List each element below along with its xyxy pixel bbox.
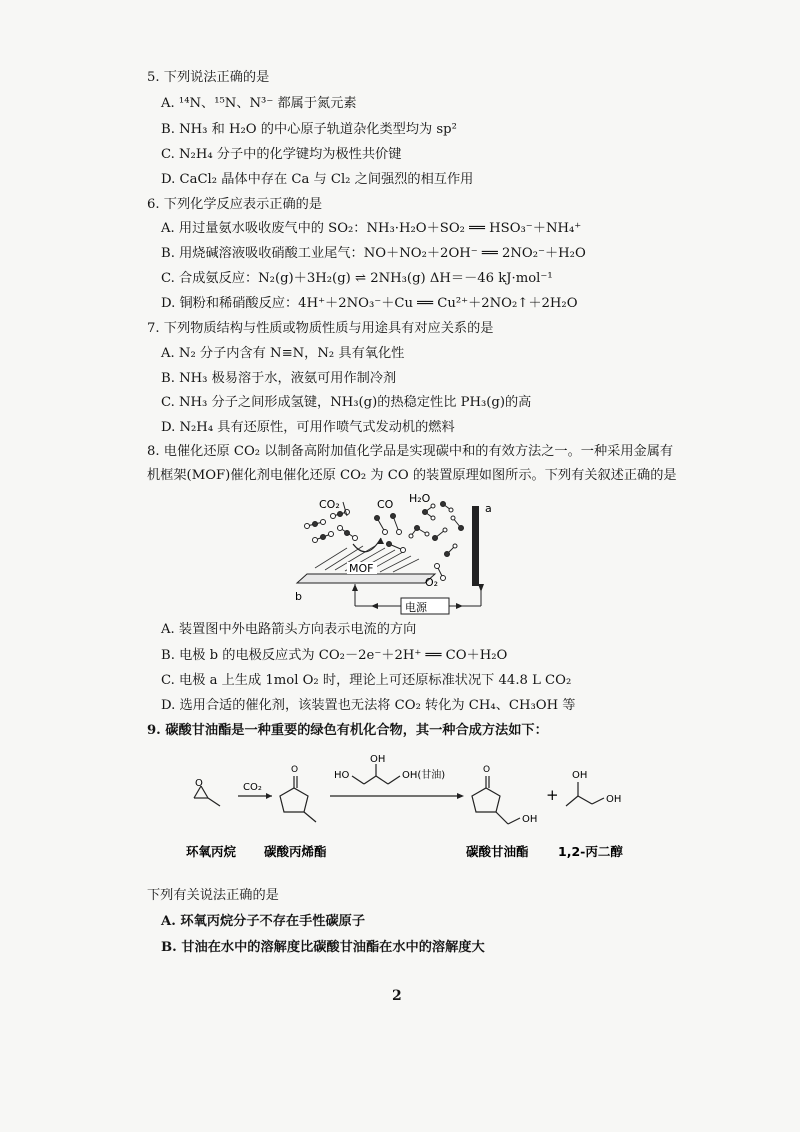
propanediol-structure [566, 782, 604, 806]
mof-label: MOF [349, 562, 374, 575]
current-arrow-icon [456, 603, 463, 609]
electrode-a-label: a [485, 502, 492, 515]
q5-option-b: B. NH₃ 和 H₂O 的中心原子轨道杂化类型均为 sp² [161, 122, 457, 137]
q6-option-d: D. 铜粉和稀硝酸反应：4H⁺＋2NO₃⁻＋Cu ══ Cu²⁺＋2NO₂↑＋2H₂O [161, 296, 578, 311]
electrolysis-device-figure [285, 488, 500, 616]
q5-option-a: A. ¹⁴N、¹⁵N、N³⁻ 都属于氮元素 [161, 96, 357, 111]
synthesis-scheme-figure [180, 748, 640, 866]
q7-option-d: D. N₂H₄ 具有还原性，可用作喷气式发动机的燃料 [161, 420, 455, 435]
carbonyl-o-label: O [291, 765, 299, 775]
product-oh: OH [522, 814, 538, 825]
h2o-molecules [409, 502, 464, 581]
epoxy-o-label: O [195, 778, 203, 789]
current-arrow-icon [478, 584, 484, 592]
name-propanediol: 1,2-丙二醇 [558, 844, 623, 859]
q7-option-c: C. NH₃ 分子之间形成氢键，NH₃(g)的热稳定性比 PH₃(g)的高 [161, 395, 532, 410]
glycerol-structure [352, 764, 400, 784]
q9-option-b: B. 甘油在水中的溶解度比碳酸甘油酯在水中的溶解度大 [161, 940, 485, 955]
q7-option-a: A. N₂ 分子内含有 N≡N，N₂ 具有氧化性 [161, 346, 405, 361]
current-arrow-icon [371, 603, 378, 609]
electrode-b-label: b [295, 590, 302, 603]
reagent-co2: CO₂ [243, 782, 262, 793]
q5-stem: 5. 下列说法正确的是 [147, 70, 270, 85]
q5-option-d: D. CaCl₂ 晶体中存在 Ca 与 Cl₂ 之间强烈的相互作用 [161, 172, 474, 187]
name-epoxypropane: 环氧丙烷 [186, 844, 237, 859]
q8-option-c: C. 电极 a 上生成 1mol O₂ 时，理论上可还原标准状况下 44.8 L CO₂ [161, 673, 572, 688]
diol-oh-right: OH [606, 794, 622, 805]
q7-stem: 7. 下列物质结构与性质或物质性质与用途具有对应关系的是 [147, 321, 494, 336]
q8-option-d: D. 选用合适的催化剂，该装置也无法将 CO₂ 转化为 CH₄、CH₃OH 等 [161, 698, 576, 713]
q9-intro: 下列有关说法正确的是 [147, 888, 279, 903]
q6-stem: 6. 下列化学反应表示正确的是 [147, 197, 323, 212]
q9-option-a: A. 环氧丙烷分子不存在手性碳原子 [161, 914, 366, 929]
plus-sign: + [546, 786, 559, 804]
q5-option-c: C. N₂H₄ 分子中的化学键均为极性共价键 [161, 147, 402, 162]
glycerol-ho: HO [334, 770, 350, 781]
co-label: CO [377, 498, 394, 511]
page-number: 2 [392, 988, 402, 1004]
q6-option-c: C. 合成氨反应：N₂(g)＋3H₂(g) ⇌ 2NH₃(g) ΔH＝－46 kJ·mol⁻¹ [161, 271, 553, 286]
q9-stem: 9. 碳酸甘油酯是一种重要的绿色有机化合物，其一种合成方法如下： [147, 723, 548, 738]
diol-oh-top: OH [572, 770, 588, 781]
q6-option-a: A. 用过量氨水吸收废气中的 SO₂：NH₃·H₂O＋SO₂ ══ HSO₃⁻＋NH₄⁺ [161, 221, 582, 236]
h2o-label: H₂O [409, 492, 431, 505]
o2-label: O₂ [425, 576, 439, 589]
co-molecules [375, 514, 406, 553]
co2-label: CO₂ [319, 498, 340, 511]
current-arrow-icon [352, 584, 358, 591]
name-propylene-carbonate: 碳酸丙烯酯 [264, 844, 327, 859]
q8-option-a: A. 装置图中外电路箭头方向表示电流的方向 [161, 622, 417, 637]
glycerol-carbonate-structure [472, 776, 520, 824]
electrode-a [472, 506, 479, 586]
propylene-carbonate-structure [280, 776, 316, 822]
q6-option-b: B. 用烧碱溶液吸收硝酸工业尾气：NO＋NO₂＋2OH⁻ ══ 2NO₂⁻＋H₂O [161, 246, 586, 261]
glycerol-oh-end: OH(甘油) [402, 770, 446, 781]
power-source-label: 电源 [405, 601, 427, 614]
name-glycerol-carbonate: 碳酸甘油酯 [466, 844, 529, 859]
epoxypropane-structure [194, 786, 220, 806]
reaction-arrow-icon [266, 793, 272, 799]
q8-stem-line1: 8. 电催化还原 CO₂ 以制备高附加值化学品是实现碳中和的有效方法之一。一种采用金属有 [147, 444, 674, 459]
carbonyl-o-label-2: O [483, 765, 491, 775]
q8-option-b: B. 电极 b 的电极反应式为 CO₂－2e⁻＋2H⁺ ══ CO＋H₂O [161, 648, 508, 663]
glycerol-oh-mid: OH [370, 754, 386, 765]
q8-stem-line2: 机框架(MOF)催化剂电催化还原 CO₂ 为 CO 的装置原理如图所示。下列有关叙述正确的是 [147, 468, 677, 483]
q7-option-b: B. NH₃ 极易溶于水，液氨可用作制冷剂 [161, 371, 397, 386]
reaction-arrow-icon [457, 793, 464, 799]
